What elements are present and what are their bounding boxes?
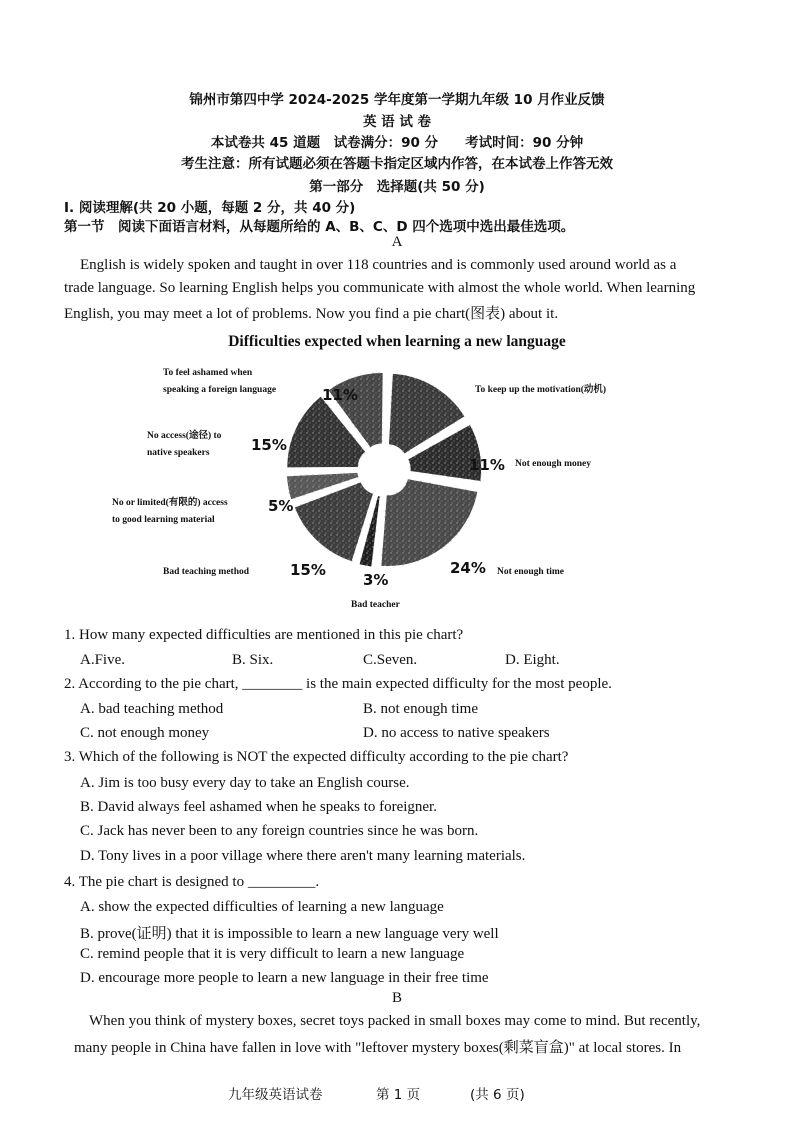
passage-a-line: trade language. So learning English helps you communicate with almost the whole world. When learning <box>64 280 696 296</box>
question-option: D. no access to native speakers <box>363 725 550 741</box>
exam-subject: 英 语 试 卷 <box>362 114 432 130</box>
question-option: A. Jim is too busy every day to take an English course. <box>80 775 410 791</box>
label-material: No or limited(有限的) access to good learning material <box>112 498 228 525</box>
passage-b-letter: B <box>391 990 402 1006</box>
footer-page: 第 1 页 <box>376 1087 421 1103</box>
question-option: C.Seven. <box>363 652 418 668</box>
pct-label-time: 24% <box>450 559 486 577</box>
pct-label-native: 15% <box>251 436 287 454</box>
label-native: No access(途径) to native speakers <box>147 431 222 458</box>
passage-b-line: many people in China have fallen in love with "leftover mystery boxes(剩菜盲盒)" at local stores. In <box>74 1040 682 1056</box>
question-option: B. David always feel ashamed when he speaks to foreigner. <box>80 799 437 815</box>
passage-a-line: English, you may meet a lot of problems. Now you find a pie chart(图表) about it. <box>64 306 559 322</box>
chart-title: Difficulties expected when learning a new language <box>228 333 566 350</box>
pie-slice-texture <box>381 478 479 566</box>
question-option: C. remind people that it is very difficult to learn a new language <box>80 946 465 962</box>
question-option: C. Jack has never been to any foreign countries since he was born. <box>80 823 479 839</box>
question-option: D. encourage more people to learn a new language in their free time <box>80 970 489 986</box>
pct-label-money: 11% <box>469 456 505 474</box>
section-instruction: 第一节 阅读下面语言材料，从每题所给的 A、B、C、D 四个选项中选出最佳选项。 <box>64 219 575 235</box>
question-stem: 3. Which of the following is NOT the expected difficulty according to the pie chart? <box>64 749 569 765</box>
part-heading: 第一部分 选择题(共 50 分) <box>309 179 485 195</box>
question-stem: 1. How many expected difficulties are mentioned in this pie chart? <box>64 627 464 643</box>
pct-label-method: 15% <box>290 561 326 579</box>
pie-center-hole <box>366 452 402 488</box>
passage-a-letter: A <box>391 234 403 250</box>
question-option: A. show the expected difficulties of learning a new language <box>80 899 444 915</box>
question-option: C. not enough money <box>80 725 210 741</box>
pct-label-ashamed: 11% <box>322 386 358 404</box>
label-time: Not enough time <box>497 567 565 577</box>
passage-b-line: When you think of mystery boxes, secret toys packed in small boxes may come to mind. But recently, <box>89 1013 701 1029</box>
section-heading: I. 阅读理解(共 20 小题，每题 2 分，共 40 分) <box>64 200 356 216</box>
question-option: B. not enough time <box>363 701 478 717</box>
exam-title: 锦州市第四中学 2024-2025 学年度第一学期九年级 10 月作业反馈 <box>189 92 605 108</box>
passage-a-line: English is widely spoken and taught in over 118 countries and is commonly used around world as a <box>80 257 677 273</box>
question-option: A.Five. <box>80 652 125 668</box>
question-option: B. prove(证明) that it is impossible to learn a new language very well <box>80 926 499 942</box>
question-option: D. Eight. <box>505 652 560 668</box>
question-option: B. Six. <box>232 652 274 668</box>
exam-info: 本试卷共 45 道题 试卷满分：90 分 考试时间：90 分钟 <box>210 135 584 151</box>
footer-total: (共 6 页) <box>470 1087 525 1103</box>
label-method: Bad teaching method <box>163 567 250 577</box>
pct-label-teacher: 3% <box>363 571 389 589</box>
label-teacher: Bad teacher <box>351 600 400 610</box>
question-option: A. bad teaching method <box>80 701 224 717</box>
label-ashamed: To feel ashamed when speaking a foreign language <box>163 368 277 395</box>
pct-label-material: 5% <box>268 497 294 515</box>
label-motivation: To keep up the motivation(动机) <box>475 385 607 395</box>
question-stem: 2. According to the pie chart, ________ is the main expected difficulty for the most people. <box>64 676 612 692</box>
question-stem: 4. The pie chart is designed to _________. <box>64 874 320 890</box>
exam-notice: 考生注意：所有试题必须在答题卡指定区域内作答，在本试卷上作答无效 <box>181 156 613 172</box>
footer-subject: 九年级英语试卷 <box>228 1087 323 1103</box>
label-money: Not enough money <box>515 459 592 469</box>
question-option: D. Tony lives in a poor village where there aren't many learning materials. <box>80 848 526 864</box>
